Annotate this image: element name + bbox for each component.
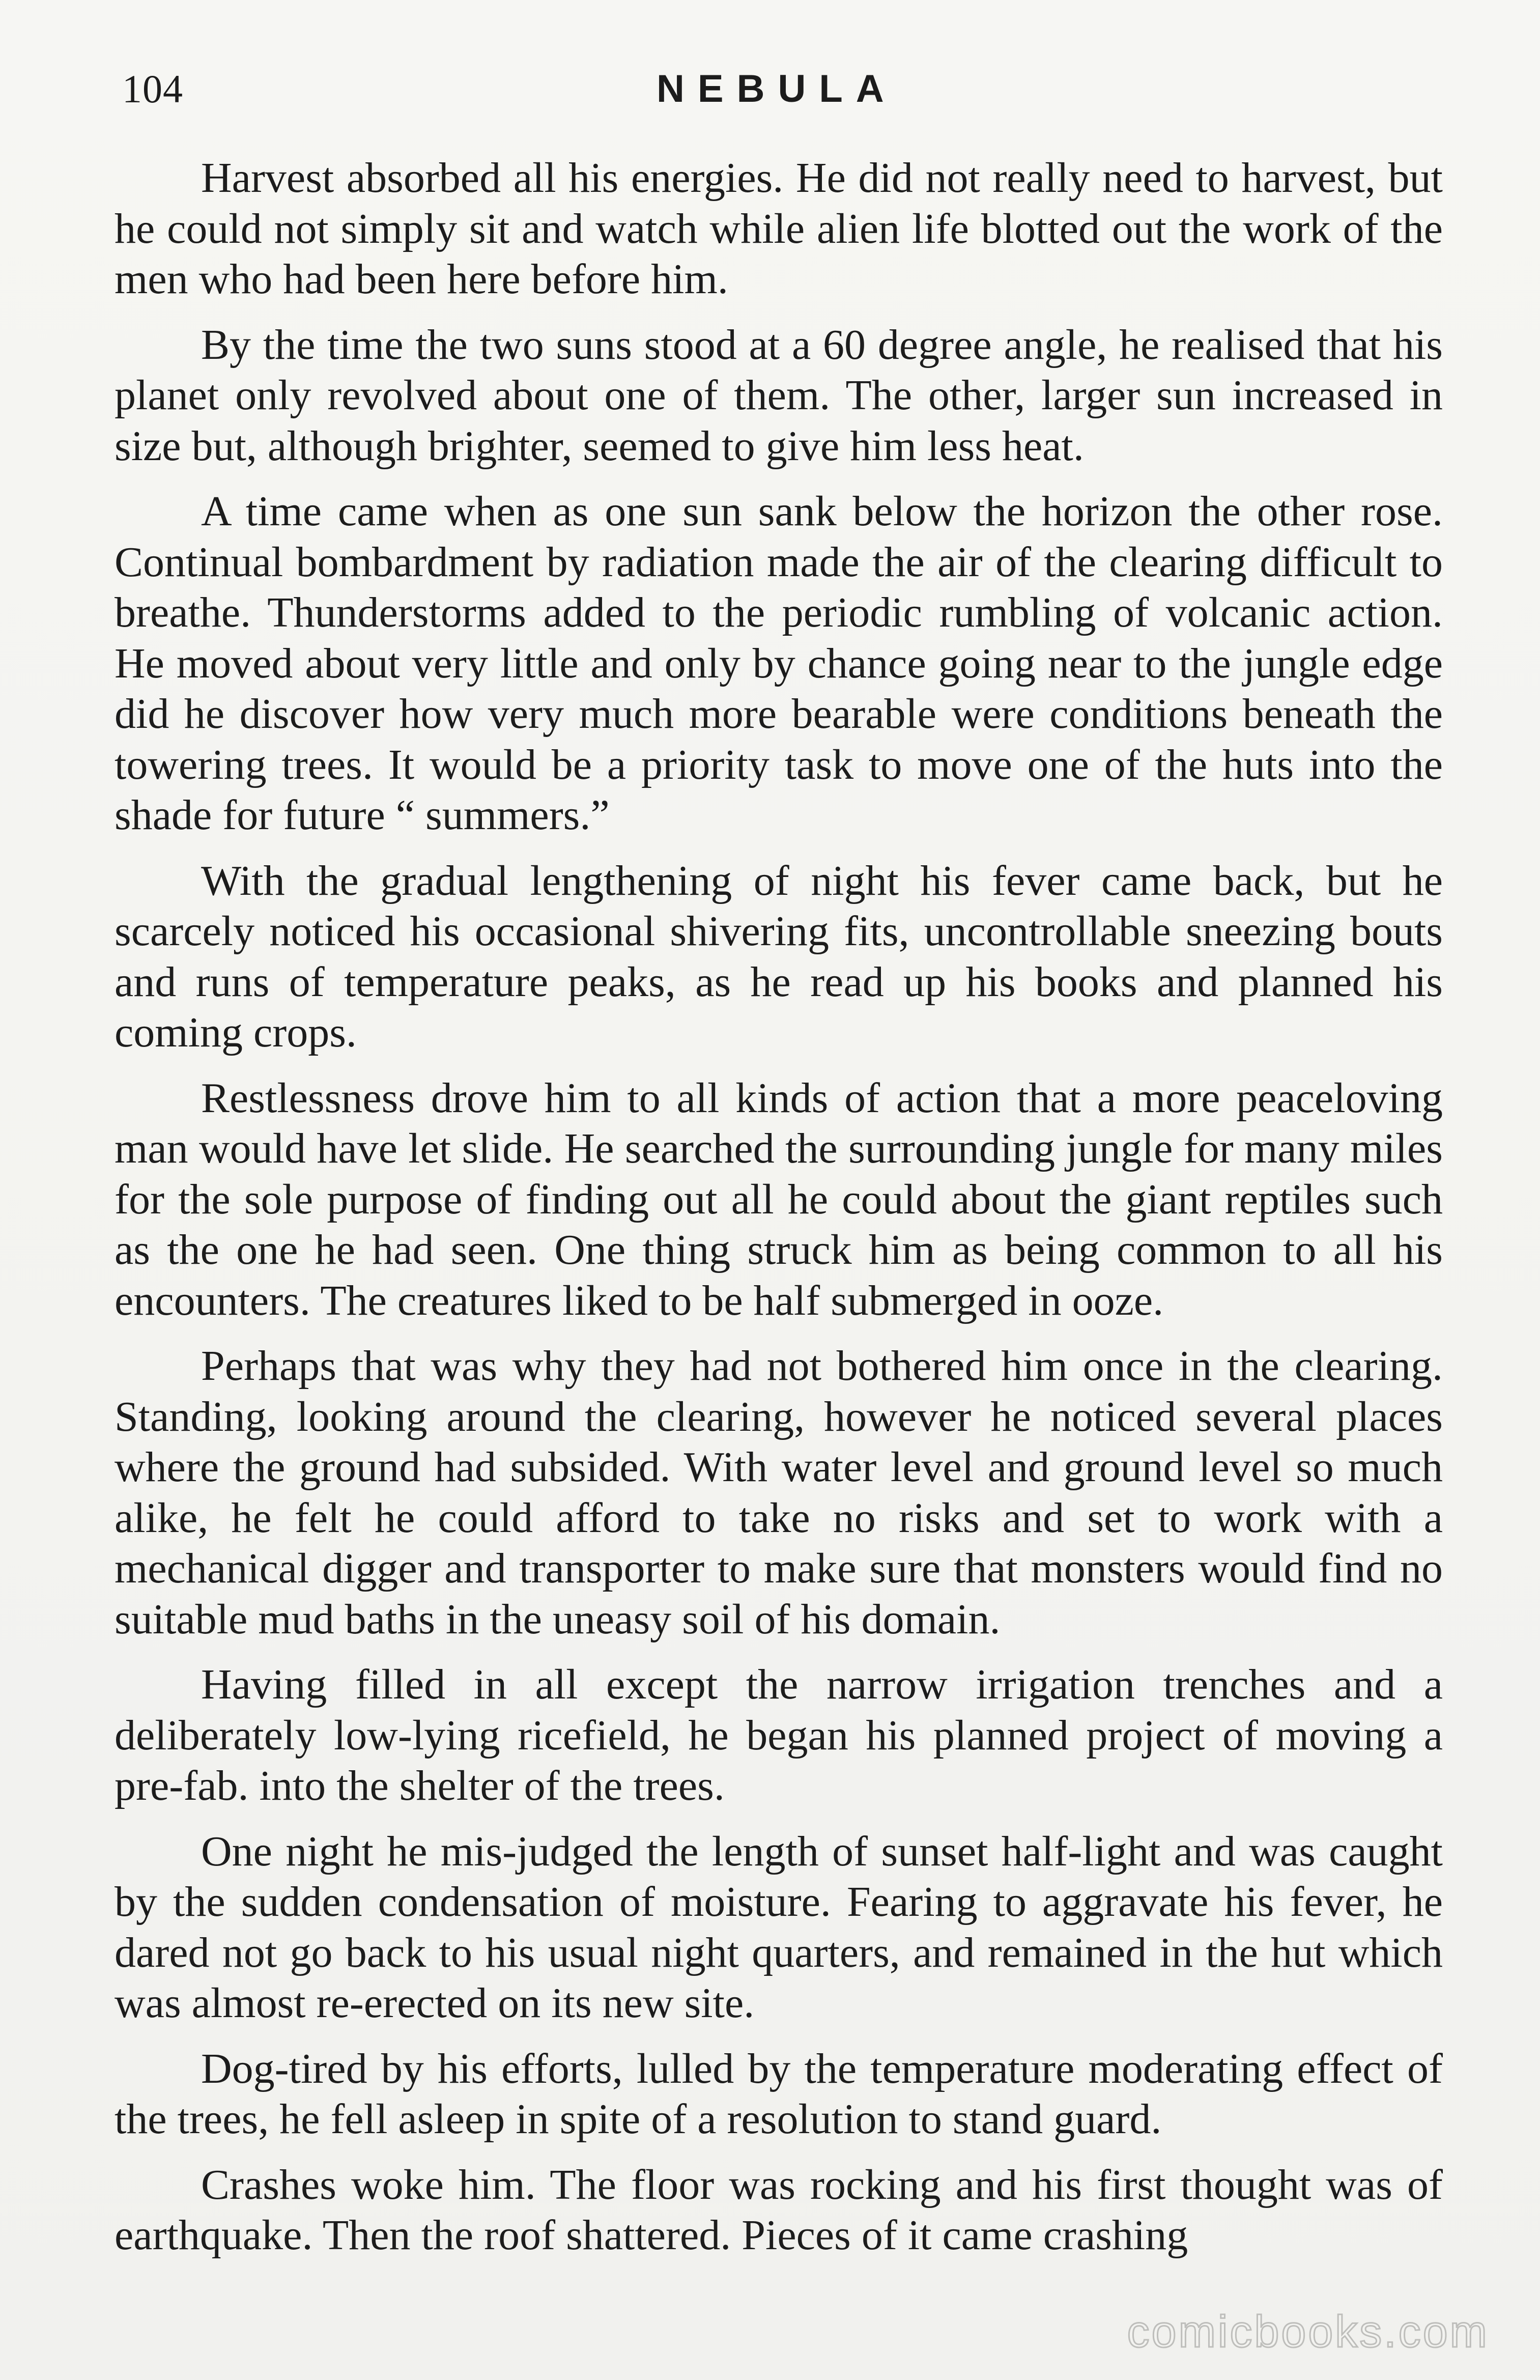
- paragraph: One night he mis-judged the length of sunset half-light and was caught by the sudden condensation of moisture. Fearing to aggravate his fever, he dared not go back to his usual night quarters, and remained in the hut which was almost re-erected on its new site.: [115, 1827, 1443, 2027]
- paragraph: Having filled in all except the narrow irrigation trenches and a deliberately low-lying ricefield, he began his planned project of moving a pre-fab. into the shelter of the trees.: [115, 1661, 1443, 1809]
- paragraph: Perhaps that was why they had not bothered him once in the clearing. Standing, looking around the clearing, however he noticed several places where the ground had subsided. With water level and ground level so much alike, he felt he could afford to take no risks and set to work with a mechanical digger and transporter to make sure that monsters would find no suitable mud baths in the uneasy soil of his domain.: [115, 1342, 1443, 1643]
- paragraph: Harvest absorbed all his energies. He did not really need to harvest, but he could not simply sit and watch while alien life blotted out the work of the men who had been here before him.: [115, 154, 1443, 303]
- page-header: [117, 61, 1440, 117]
- paragraph: By the time the two suns stood at a 60 degree angle, he realised that his planet only revolved about one of them. The other, larger sun increased in size but, although brighter, seemed to give him less heat.: [115, 321, 1443, 470]
- paragraph: With the gradual lengthening of night his fever came back, but he scarcely noticed his occasional shivering fits, uncontrollable sneezing bouts and runs of temperature peaks, as he read up his books and planned his coming crops.: [115, 857, 1443, 1056]
- running-title: NEBULA: [657, 67, 897, 110]
- story-text: [115, 153, 1443, 2276]
- site-watermark: comicbooks.com: [1127, 2306, 1489, 2357]
- paragraph: Restlessness drove him to all kinds of action that a more peaceloving man would have let slide. He searched the surrounding jungle for many miles for the sole purpose of finding out all he could about the giant reptiles such as the one he had seen. One thing struck him as being common to all his encounters. The creatures liked to be half submerged in ooze.: [115, 1074, 1443, 1324]
- paragraph: A time came when as one sun sank below the horizon the other rose. Continual bombardment by radiation made the air of the clearing difficult to breathe. Thunderstorms added to the periodic rumbling of volcanic action. He moved about very little and only by chance going near to the jungle edge did he discover how very much more bearable were conditions beneath the towering trees. It would be a priority task to move one of the huts into the shade for future “ summers.”: [115, 488, 1443, 839]
- page-number: 104: [122, 67, 183, 111]
- paragraph: Crashes woke him. The floor was rocking and his first thought was of earthquake. Then the roof shattered. Pieces of it came crashing: [115, 2161, 1443, 2259]
- paragraph: Dog-tired by his efforts, lulled by the temperature moderating effect of the trees, he fell asleep in spite of a resolution to stand guard.: [115, 2045, 1443, 2143]
